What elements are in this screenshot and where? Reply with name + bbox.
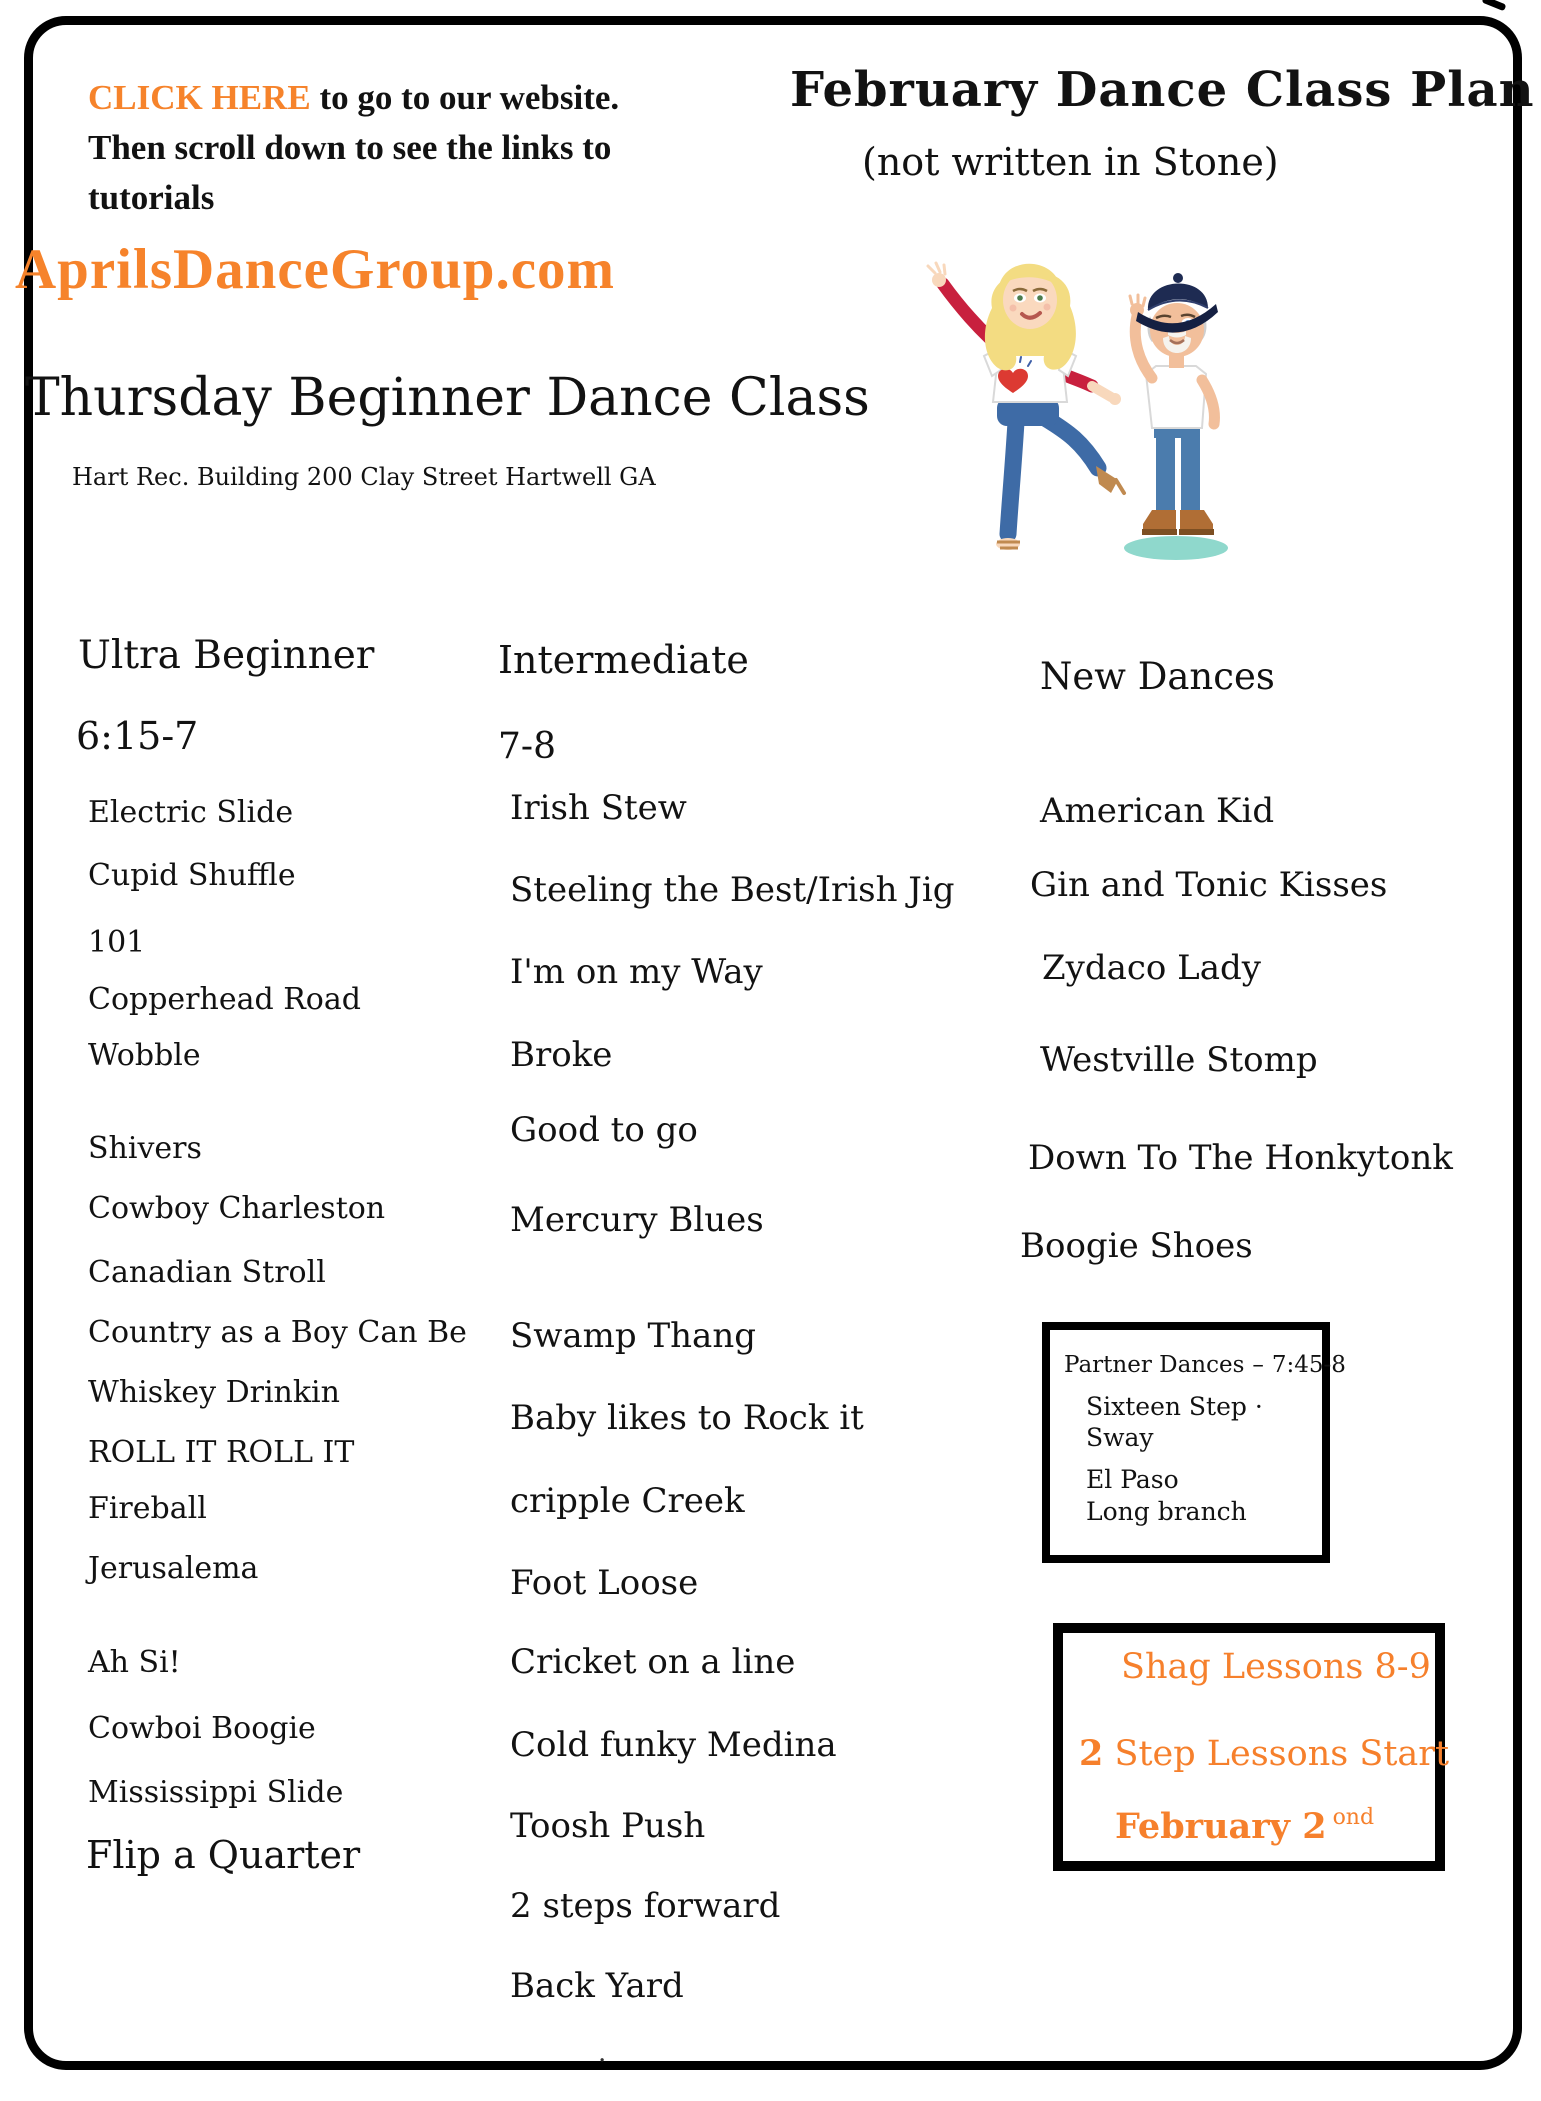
dance-item: Shivers <box>88 1131 202 1166</box>
dance-item: Copperhead Road <box>88 982 361 1017</box>
partner-dances-separator: – <box>1252 1352 1264 1378</box>
dance-item: Cowboy Charleston <box>88 1191 386 1226</box>
dance-item: Whiskey Drinkin <box>88 1375 340 1410</box>
click-prompt-line2: Then scroll down to see the links to <box>88 128 612 167</box>
dance-item: 2 steps forward <box>510 1886 781 1926</box>
partner-dances-box <box>1042 1322 1346 1563</box>
dance-item: cripple Creek <box>510 1481 745 1521</box>
dance-item: Boogie Shoes <box>1020 1226 1253 1266</box>
stray-dot: . <box>598 2038 607 2068</box>
dance-item: Good to go <box>510 1110 698 1150</box>
dance-item: Steeling the Best/Irish Jig <box>510 870 955 910</box>
two-step-lessons-line <box>1079 1733 1449 1774</box>
dance-item: Gin and Tonic Kisses <box>1030 865 1388 905</box>
dance-item: Westville Stomp <box>1040 1040 1318 1080</box>
dance-item: Zydaco Lady <box>1042 948 1262 988</box>
dance-item: Wobble <box>88 1038 201 1073</box>
plan-title: February Dance Class Plan <box>790 62 1535 118</box>
dance-item: I'm on my Way <box>510 952 763 992</box>
shadow <box>1124 536 1228 560</box>
partner-dances-time: 7:45-8 <box>1271 1352 1346 1378</box>
start-date: February 2 <box>1115 1806 1327 1847</box>
partner-dances-header <box>1064 1352 1346 1378</box>
intermediate-title: Intermediate <box>498 638 749 682</box>
two-step-rest: Step Lessons Start <box>1103 1734 1450 1774</box>
dance-item: Cowboi Boogie <box>88 1711 316 1746</box>
dance-item: Electric Slide <box>88 795 294 830</box>
dance-item: Cold funky Medina <box>510 1725 837 1765</box>
dance-item: Swamp Thang <box>510 1316 756 1356</box>
dance-item: Down To The Honkytonk <box>1028 1138 1453 1178</box>
dance-item: Back Yard <box>510 1966 684 2006</box>
lessons-box <box>1053 1623 1450 1871</box>
start-date-suffix: ond <box>1332 1805 1375 1830</box>
plan-note: (not written in Stone) <box>862 140 1279 184</box>
ultra-beginner-title: Ultra Beginner <box>78 633 375 678</box>
click-here-link[interactable]: CLICK HERE <box>88 78 311 117</box>
dance-item: Ah Si! <box>88 1645 181 1680</box>
venue-address: Hart Rec. Building 200 Clay Street Hartwell GA <box>72 463 656 491</box>
dance-item: Fireball <box>88 1491 207 1526</box>
two-step-number: 2 <box>1079 1733 1104 1774</box>
man-dancer <box>1124 273 1228 560</box>
dance-item: Irish Stew <box>510 788 687 828</box>
dance-item: Mercury Blues <box>510 1200 764 1240</box>
shag-lessons-line: Shag Lessons 8-9 <box>1121 1647 1431 1687</box>
dance-item: Jerusalema <box>88 1551 259 1586</box>
click-prompt-rest: to go to our website. <box>310 78 620 117</box>
dance-item: Sixteen Step · <box>1086 1392 1263 1421</box>
dance-item: Broke <box>510 1035 613 1075</box>
click-prompt-line1 <box>88 78 619 118</box>
class-title: Thursday Beginner Dance Class <box>25 368 870 428</box>
dance-item: Cupid Shuffle <box>88 858 296 893</box>
dance-item: El Paso <box>1086 1465 1179 1494</box>
dance-item: Cricket on a line <box>510 1642 796 1682</box>
dance-item-featured: Flip a Quarter <box>86 1833 361 1877</box>
website-link[interactable]: AprilsDanceGroup.com <box>15 238 616 301</box>
dance-item: Foot Loose <box>510 1563 699 1603</box>
click-prompt-line3: tutorials <box>88 178 215 217</box>
woman-dancer <box>928 263 1124 550</box>
dance-item: Long branch <box>1086 1497 1247 1526</box>
cropped-corner-icon <box>1482 0 1507 11</box>
dance-item: Mississippi Slide <box>88 1775 344 1810</box>
new-dances-title: New Dances <box>1040 655 1275 698</box>
dance-item: 101 <box>88 925 146 960</box>
dancers-illustration <box>880 180 1260 580</box>
dance-item: Canadian Stroll <box>88 1255 326 1290</box>
ultra-beginner-time: 6:15-7 <box>76 714 199 758</box>
intermediate-time: 7-8 <box>498 726 556 767</box>
dance-item: Toosh Push <box>510 1806 706 1846</box>
dance-item: ROLL IT ROLL IT <box>88 1435 355 1470</box>
partner-dances-title: Partner Dances <box>1064 1352 1245 1378</box>
dance-item: Sway <box>1086 1423 1154 1452</box>
dance-item: Baby likes to Rock it <box>510 1398 864 1438</box>
dance-item: American Kid <box>1040 791 1275 831</box>
start-date-line <box>1115 1805 1374 1847</box>
dance-item: Country as a Boy Can Be <box>88 1315 467 1350</box>
